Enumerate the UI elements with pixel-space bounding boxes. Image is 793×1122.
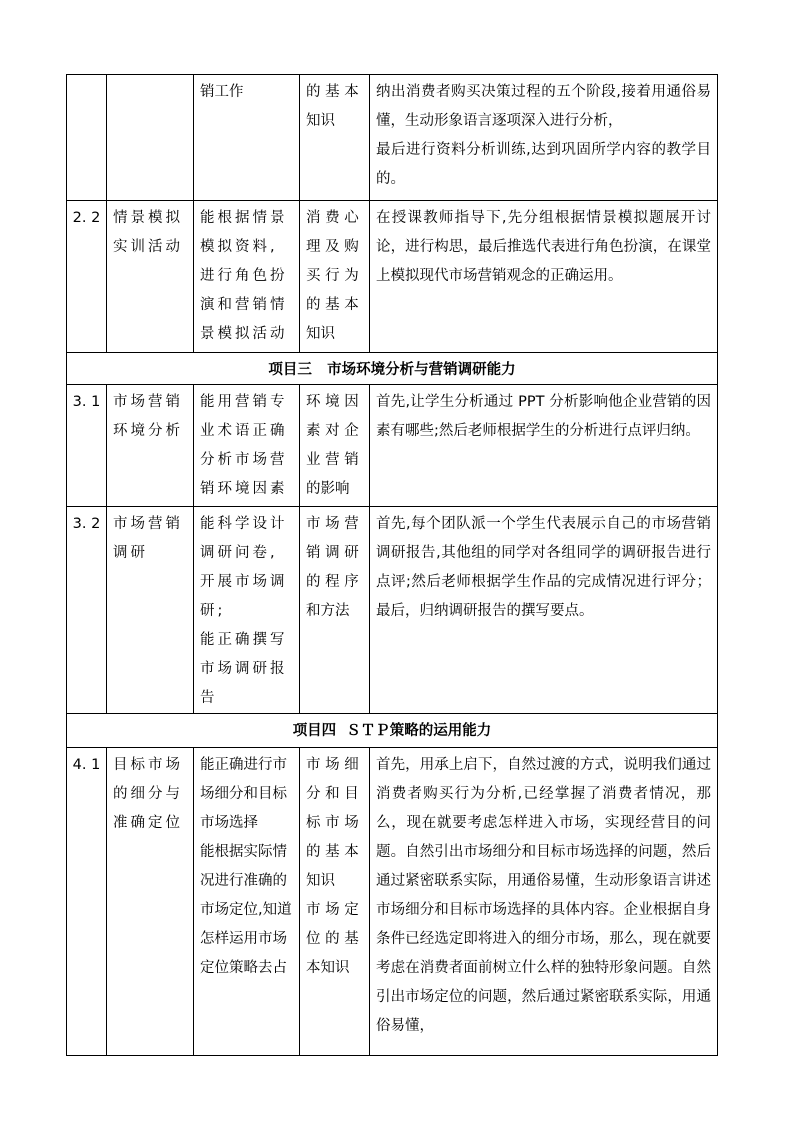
teaching-method: 纳出消费者购买决策过程的五个阶段,接着用通俗易懂，生动形象语言逐项深入进行分析， 最后进行资料分析训练,达到巩固所学内容的教学目的。 [370, 75, 718, 201]
section-header-row [67, 353, 718, 385]
ability-goal: 销工作 [194, 75, 300, 201]
table-row [67, 385, 718, 507]
knowledge-goal: 环 境 因素 对 企业 营 销的影响 [300, 385, 370, 507]
section-title: 项目四 ＳＴＰ策略的运用能力 [67, 714, 718, 748]
section-header-row [67, 714, 718, 748]
task-name: 情景模拟实训活动 [107, 201, 194, 353]
table-row [67, 75, 718, 201]
task-name: 目标市场的细分与准确定位 [107, 748, 194, 1056]
ability-goal: 能用营销专业术语正确分析市场营销环境因素 [194, 385, 300, 507]
knowledge-goal: 市 场 细分 和 目标 市 场的 基 本知识 市 场 定位 的 基本知识 [300, 748, 370, 1056]
row-number: 3. 2 [67, 507, 107, 714]
table-row [67, 201, 718, 353]
course-design-table [66, 74, 718, 1056]
row-number [67, 75, 107, 201]
task-name: 市场营销调研 [107, 507, 194, 714]
knowledge-goal: 的 基 本 知识 [300, 75, 370, 201]
task-name: 市场营销环境分析 [107, 385, 194, 507]
teaching-method: 首先,每个团队派一个学生代表展示自己的市场营销调研报告,其他组的同学对各组同学的调研报告进行点评;然后老师根据学生作品的完成情况进行评分；最后，归纳调研报告的撰写要点。 [370, 507, 718, 714]
ability-goal: 能根据情景模拟资料,进行角色扮演和营销情景模拟活动 [194, 201, 300, 353]
row-number: 4. 1 [67, 748, 107, 1056]
section-title: 项目三 市场环境分析与营销调研能力 [67, 353, 718, 385]
table-row [67, 507, 718, 714]
knowledge-goal: 市 场 营销 调 研的 程 序和方法 [300, 507, 370, 714]
table-row [67, 748, 718, 1056]
ability-goal: 能科学设计调研问卷,开展市场调研; 能正确撰写市场调研报告 [194, 507, 300, 714]
task-name [107, 75, 194, 201]
teaching-method: 首先,让学生分析通过 PPT 分析影响他企业营销的因素有哪些;然后老师根据学生的分析进行点评归纳。 [370, 385, 718, 507]
knowledge-goal: 消 费 心理 及 购买 行 为的 基 本知识 [300, 201, 370, 353]
teaching-method: 在授课教师指导下,先分组根据情景模拟题展开讨论，进行构思，最后推选代表进行角色扮演，在课堂上模拟现代市场营销观念的正确运用。 [370, 201, 718, 353]
row-number: 2. 2 [67, 201, 107, 353]
teaching-method: 首先，用承上启下，自然过渡的方式，说明我们通过消费者购买行为分析,已经掌握了消费者情况，那么，现在就要考虑怎样进入市场，实现经营目的问题。自然引出市场细分和目标市场选择的问题，然后通过紧密联系实际，用通俗易懂，生动形象语言讲述市场细分和目标市场选择的具体内容。企业根据自身条件已经选定即将进入的细分市场，那么，现在就要考虑在消费者面前树立什么样的独特形象问题。自然引出市场定位的问题，然后通过紧密联系实际，用通俗易懂， [370, 748, 718, 1056]
row-number: 3. 1 [67, 385, 107, 507]
ability-goal: 能正确进行市场细分和目标市场选择 能根据实际情况进行准确的市场定位,知道怎样运用市场定位策略去占 [194, 748, 300, 1056]
